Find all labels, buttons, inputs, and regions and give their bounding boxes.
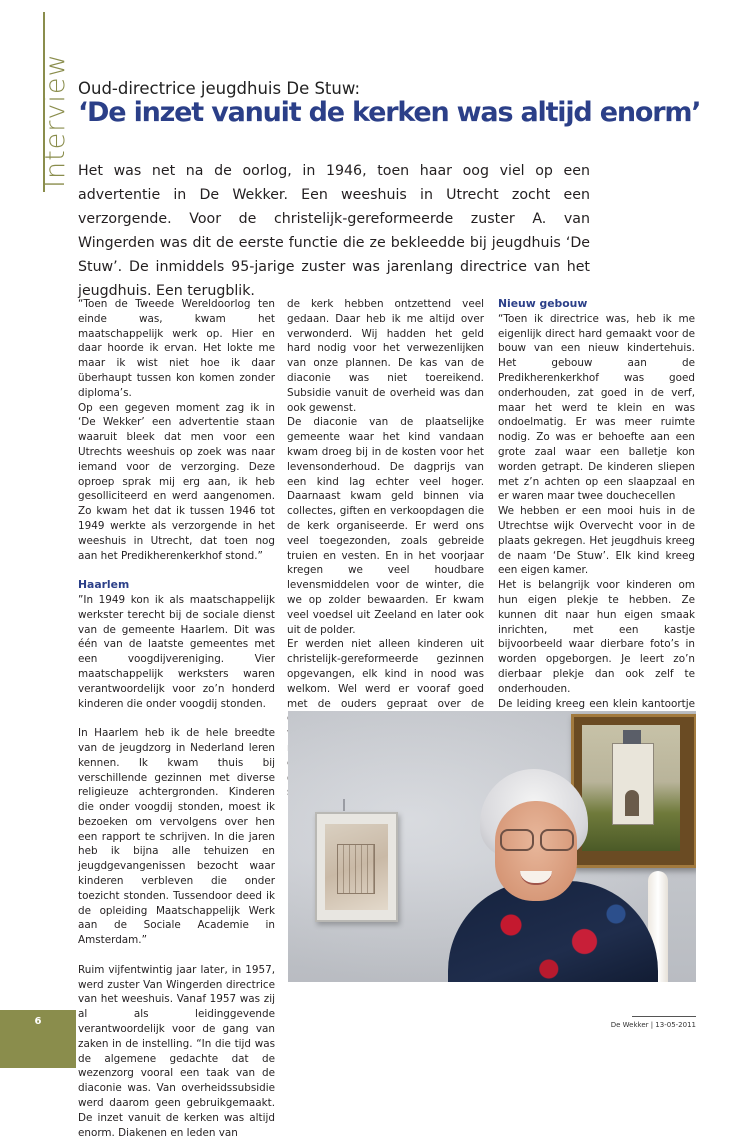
paragraph: “Toen de Tweede Wereldoorlog ten einde was, kwam het maatschappelijk werk op. Hier en daar hoorde ik ervan. Het lokte me maar ik wist niet hoe ik daar überhaupt tussen kon komen zonder diploma’s. bbox=[78, 298, 275, 399]
body-column-1 bbox=[78, 297, 275, 1140]
framed-painting bbox=[571, 714, 696, 868]
glasses-icon bbox=[498, 829, 576, 849]
paragraph: Het is belangrijk voor kinderen om hun eigen plekje te hebben. Ze kunnen dit naar hun eigen smaak inrichten, met een kastje bijvoorbeeld waar dierbare foto’s in worden opgeborgen. Je leert zo’n dierbaar plekje dan ook zelf te onderhouden. bbox=[498, 579, 695, 695]
framed-sketch bbox=[315, 812, 398, 922]
paragraph: De diaconie van de plaatselijke gemeente waar het kind vandaan kwam droeg bij in de kosten voor het levensonderhoud. De dagprijs van een kind lag echter veel hoger. Daarnaast kwam geld binnen via collectes, giften en verkoopdagen die de kerk organiseerde. Er werd ons veel toegezonden, zoals gebreide truien en vesten. En in het voorjaar kregen we veel houdbare levensmiddelen voor de winter, die we op zolder bewaarden. Er kwam veel voedsel uit Zeeland en later ook uit de polder. bbox=[287, 416, 484, 636]
paragraph: De leiding kreeg een klein kantoortje bbox=[498, 697, 695, 710]
portrait-photo bbox=[288, 711, 696, 982]
paragraph: de kerk hebben ontzettend veel gedaan. Daar heb ik me altijd over verwonderd. Wij hadden het geld hard nodig voor het verwezenlijken van onze plannen. De kas van de diaconie was niet toereikend. Subsidie vanuit de overheid was dan ook gewenst. bbox=[287, 298, 484, 414]
page-number: 6 bbox=[34, 1016, 42, 1027]
footer-publication: De Wekker | 13-05-2011 bbox=[610, 1021, 696, 1029]
footer-rule bbox=[632, 1016, 696, 1017]
section-label: Interview bbox=[40, 53, 71, 188]
subheading-haarlem: Haarlem bbox=[78, 578, 130, 592]
paragraph: We hebben er een mooi huis in de Utrechtse wijk Overvecht voor in de plaats gekregen. Het jeugdhuis kreeg de naam ‘De Stuw’. Elk kind kreeg een eigen kamer. bbox=[498, 505, 695, 577]
paragraph: ”In 1949 kon ik als maatschappelijk werkster terecht bij de sociale dienst van de gemeente Haarlem. Dit was één van de laatste gemeentes met een voogdijvereniging. Vier maatschappelijk werksters waren verantwoordelijk voor zo’n honderd kinderen die onder voogdij stonden. bbox=[78, 593, 275, 710]
paragraph: “Toen ik directrice was, heb ik me eigenlijk direct hard gemaakt voor de bouw van een nieuw kindertehuis. Het gebouw aan de Predikherenkerkhof was goed onderhouden, zat goed in de verf, maar het werd te klein en was ondoelmatig. Er was meer ruimte nodig. Zo was er behoefte aan een grote zaal waar een balletje kon worden getrapt. De kinderen sliepen met z’n achten op een slaapzaal en er waren maar twee douchecellen bbox=[498, 312, 695, 503]
article-headline: ‘De inzet vanuit de kerken was altijd enorm’ bbox=[78, 97, 701, 128]
paragraph: In Haarlem heb ik de hele breedte van de jeugdzorg in Nederland leren kennen. Ik kwam thuis bij verschillende gezinnen met diverse religieuze achtergronden. Kinderen die onder voogdij stonden, moest ik bezoeken om vervolgens over hen een rapport te schrijven. In die jaren heb ik bijna alle tehuizen en jeugdgevangenissen bezocht waar kinderen verbleven die onder toezicht stonden. Tussendoor deed ik de opleiding Maatschappelijk Werk aan de Sociale Academie in Amsterdam.” bbox=[78, 727, 275, 947]
paragraph: Er werden niet alleen kinderen uit christelijk-gereformeerde gezinnen opgevangen, elk kind in nood was welkom. Wel werd er vooraf goed met de ouders gepraat over de bbox=[287, 638, 484, 710]
paragraph: Ruim vijfentwintig jaar later, in 1957, werd zuster Van Wingerden directrice van het weeshuis. Vanaf 1957 was zij al als leidinggevende verantwoordelijk voor de gang van zaken in de instelling. “In die tijd was de algemene gedachte dat de wezenzorg vooral een taak van de diaconie was. Van overheidssubsidie werd daarom geen gebruikgemaakt. De inzet vanuit de kerken was altijd enorm. Diakenen en leden van bbox=[78, 963, 275, 1139]
picture-hook bbox=[343, 799, 345, 811]
subheading-nieuw-gebouw: Nieuw gebouw bbox=[498, 297, 588, 310]
paragraph: Op een gegeven moment zag ik in ‘De Wekker’ een advertentie staan waaruit bleek dat men voor een Utrechts weeshuis op zoek was naar iemand voor de verzorging. Deze oproep sprak mij erg aan, ik heb gesolliciteerd en werd aangenomen. Zo kwam het dat ik tussen 1946 tot 1949 werkte als verzorgende in het weeshuis in Utrecht, dat toen nog aan het Predikherenkerkhof stond.” bbox=[78, 401, 275, 562]
person-face bbox=[495, 801, 577, 901]
article-lead: Het was net na de oorlog, in 1946, toen haar oog viel op een advertentie in De Wekker. Een weeshuis in Utrecht zocht een verzorgende. Voor de christelijk-gereformeerde zuster A. van Wingerden was dit de eerste functie die ze bekleedde bij jeugdhuis ‘De Stuw’. De inmiddels 95-jarige zuster was jarenlang directrice van het jeugdhuis. Een terugblik. bbox=[78, 163, 590, 299]
article-kicker: Oud-directrice jeugdhuis De Stuw: bbox=[78, 79, 361, 98]
